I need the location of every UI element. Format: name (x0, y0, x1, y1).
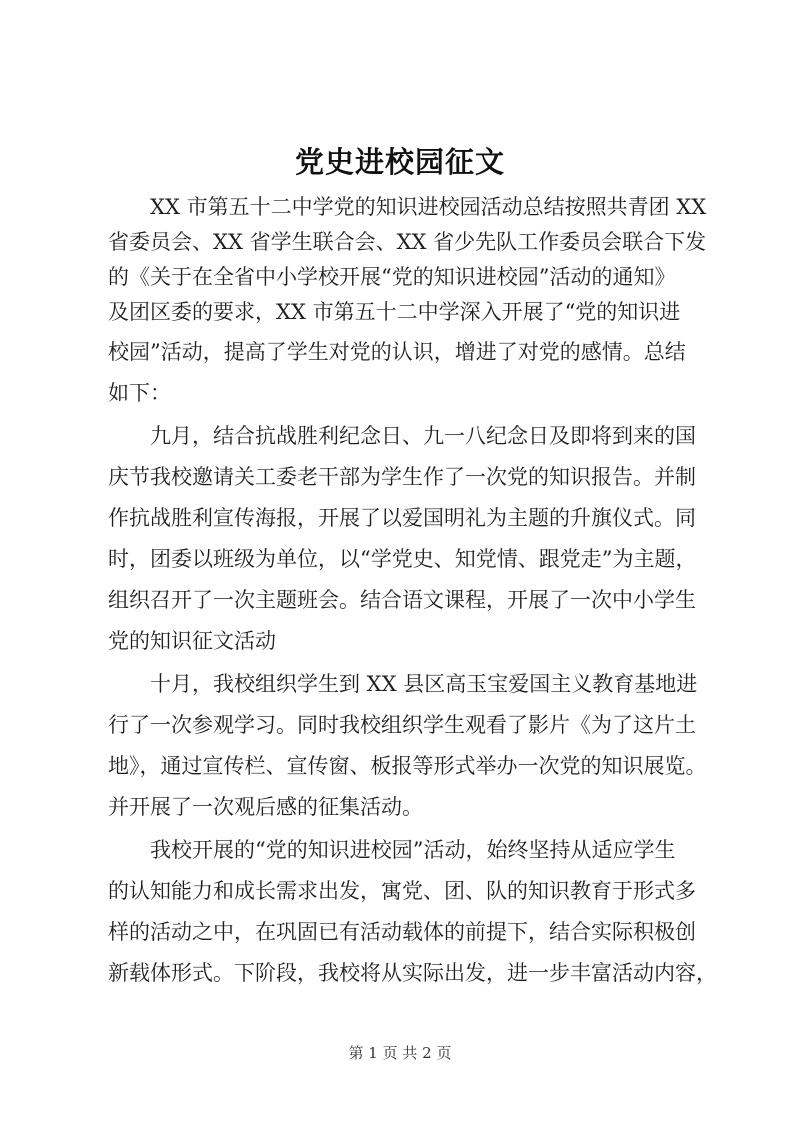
paragraph-2-line-6: 党的知识征文活动 (108, 629, 276, 653)
paragraph-2-line-2: 庆节我校邀请关工委老干部为学生作了一次党的知识报告。并制 (108, 465, 696, 489)
paragraph-3-line-3: 地》，通过宣传栏、宣传窗、板报等形式举办一次党的知识展览。 (108, 754, 707, 778)
paragraph-4-line-4: 新载体形式。下阶段，我校将从实际出发，进一步丰富活动内容， (108, 961, 717, 985)
paragraph-1-line-3: 的《关于在全省中小学校开展“党的知识进校园”活动的通知》 (108, 265, 676, 289)
paragraph-1-line-4: 及团区委的要求，XX 市第五十二中学深入开展了“党的知识进 (108, 300, 681, 324)
paragraph-4-line-3: 样的活动之中，在巩固已有活动载体的前提下，结合实际积极创 (108, 920, 696, 944)
paragraph-2-line-5: 组织召开了一次主题班会。结合语文课程，开展了一次中小学生 (108, 588, 696, 612)
paragraph-1-line-6: 如下： (108, 381, 171, 405)
paragraph-2-line-3: 作抗战胜利宣传海报，开展了以爱国明礼为主题的升旗仪式。同 (108, 506, 696, 530)
paragraph-3-line-1: 十月，我校组织学生到 XX 县区高玉宝爱国主义教育基地进 (150, 672, 698, 696)
paragraph-3-line-4: 并开展了一次观后感的征集活动。 (108, 795, 423, 819)
document-title: 党史进校园征文 (294, 145, 505, 179)
paragraph-1-line-2: 省委员会、XX 省学生联合会、XX 省少先队工作委员会联合下发 (108, 230, 707, 254)
paragraph-1-line-1: XX 市第五十二中学党的知识进校园活动总结按照共青团 XX (150, 195, 707, 219)
paragraph-3-line-2: 行了一次参观学习。同时我校组织学生观看了影片《为了这片土 (108, 713, 696, 737)
paragraph-4-line-1: 我校开展的“党的知识进校园”活动，始终坚持从适应学生 (150, 838, 676, 862)
paragraph-2-line-4: 时，团委以班级为单位，以“学党史、知党情、跟党走”为主题， (108, 547, 697, 571)
page-footer: 第 1 页 共 2 页 (348, 1044, 452, 1062)
paragraph-2-line-1: 九月，结合抗战胜利纪念日、九一八纪念日及即将到来的国 (150, 424, 696, 448)
paragraph-4-line-2: 的认知能力和成长需求出发，寓党、团、队的知识教育于形式多 (108, 879, 696, 903)
paragraph-1-line-5: 校园”活动，提高了学生对党的认识，增进了对党的感情。总结 (108, 340, 686, 364)
